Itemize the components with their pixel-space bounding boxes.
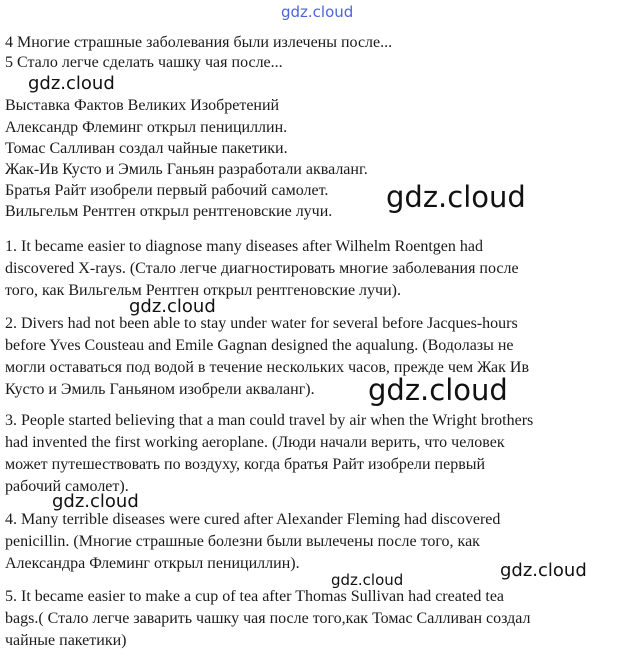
watermark: gdz.cloud [52, 491, 139, 512]
intro-line-5: 5 Стало легче сделать чашку чая после... [5, 54, 283, 71]
exhibition-fact: Жак-Ив Кусто и Эмиль Ганьян разработали акваланг. [5, 161, 368, 178]
exhibition-fact: Томас Салливан создал чайные пакетики. [5, 140, 288, 157]
watermark-top: gdz.cloud [281, 3, 354, 21]
exhibition-fact: Братья Райт изобрели первый рабочий самолет. [5, 182, 329, 199]
answer-line: bags.( Стало легче заварить чашку чая после того,как Томас Салливан создал [5, 610, 531, 627]
answer-line: чайные пакетики) [5, 632, 127, 649]
exhibition-fact: Вильгельм Рентген открыл рентгеновские лучи. [5, 203, 333, 220]
answer-paragraph-1 [5, 236, 625, 302]
answer-line: того, как Вильгельм Рентген открыл рентгеновские лучи). [5, 282, 401, 299]
answer-line: 4. Many terrible diseases were cured after Alexander Fleming had discovered [5, 511, 501, 528]
answer-line: Александра Флеминг открыл пенициллин). [5, 555, 300, 572]
answer-line: 5. It became easier to make a cup of tea after Thomas Sullivan had created tea [5, 588, 505, 605]
answer-line: penicillin. (Многие страшные болезни были вылечены после того, как [5, 533, 480, 550]
answer-line: могли оставаться под водой в течение нескольких часов, прежде чем Жак Ив [5, 359, 530, 376]
answer-paragraph-3 [5, 410, 625, 498]
answer-line: может путешествовать по воздуху, когда братья Райт изобрели первый [5, 456, 486, 473]
intro-line-4: 4 Многие страшные заболевания были излечены после... [5, 34, 393, 51]
watermark: gdz.cloud [28, 73, 115, 94]
answer-line: before Yves Cousteau and Emile Gagnan designed the aqualung. (Водолазы не [5, 337, 514, 354]
answer-line: had invented the first working aeroplane. (Люди начали верить, что человек [5, 434, 505, 451]
answer-line: 3. People started believing that a man could travel by air when the Wright brothers [5, 412, 534, 429]
watermark: gdz.cloud [129, 296, 216, 317]
answer-line: 1. It became easier to diagnose many diseases after Wilhelm Roentgen had [5, 238, 484, 255]
answer-line: discovered X-rays. (Стало легче диагностировать многие заболевания после [5, 260, 519, 277]
answer-line: Кусто и Эмиль Ганьяном изобрели акваланг). [5, 381, 315, 398]
answer-paragraph-5 [5, 586, 625, 652]
exhibition-fact: Александр Флеминг открыл пенициллин. [5, 119, 288, 136]
watermark: gdz.cloud [331, 571, 404, 589]
watermark: gdz.cloud [368, 373, 508, 407]
watermark: gdz.cloud [386, 180, 526, 214]
answer-line: 2. Divers had not been able to stay under water for several before Jacques-hours [5, 315, 518, 332]
answer-paragraph-2 [5, 313, 625, 401]
answer-line: рабочий самолет). [5, 478, 129, 495]
watermark: gdz.cloud [500, 560, 587, 581]
exhibition-title: Выставка Фактов Великих Изобретений [5, 97, 280, 114]
